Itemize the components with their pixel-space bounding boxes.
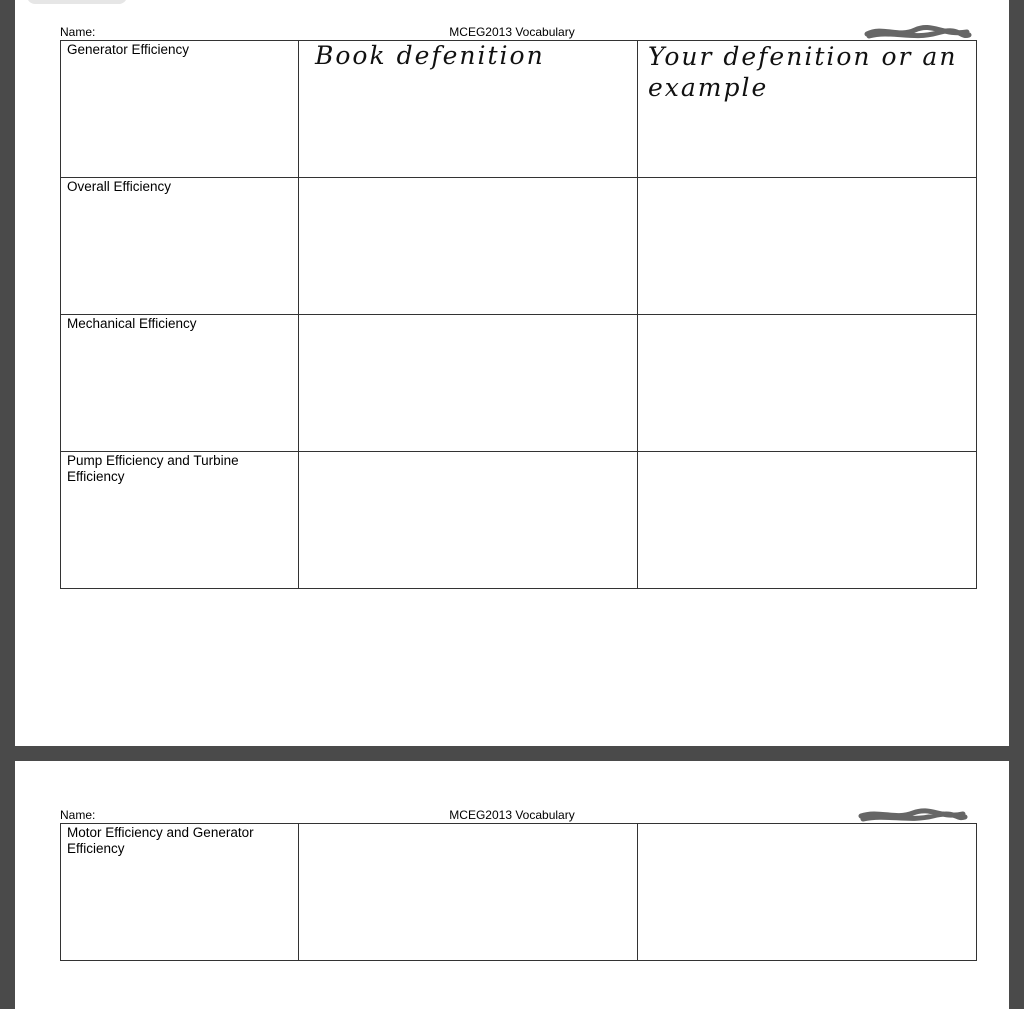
name-label: Name: (60, 25, 96, 39)
term-cell: Mechanical Efficiency (61, 315, 299, 452)
table-row (61, 824, 977, 961)
your-definition-cell[interactable] (638, 824, 977, 961)
vocabulary-table (60, 40, 977, 589)
your-definition-cell[interactable] (638, 41, 977, 178)
vocabulary-table (60, 823, 977, 961)
document-page-2 (15, 761, 1009, 1009)
book-definition-cell[interactable] (299, 824, 638, 961)
handwritten-your-definition: Your defenition or an example (648, 42, 958, 102)
book-definition-cell[interactable] (299, 452, 638, 589)
table-row (61, 315, 977, 452)
table-row (61, 178, 977, 315)
table-row (61, 41, 977, 178)
term-cell: Overall Efficiency (61, 178, 299, 315)
document-page-1 (15, 0, 1009, 746)
term-cell: Generator Efficiency (61, 41, 299, 178)
name-label: Name: (60, 808, 96, 822)
book-definition-cell[interactable] (299, 178, 638, 315)
viewer-tab-stub (27, 0, 127, 4)
handwritten-book-definition: Book defenition (315, 41, 545, 70)
your-definition-cell[interactable] (638, 315, 977, 452)
your-definition-cell[interactable] (638, 452, 977, 589)
book-definition-cell[interactable] (299, 315, 638, 452)
term-cell: Pump Efficiency and Turbine Efficiency (61, 452, 299, 589)
book-definition-cell[interactable] (299, 41, 638, 178)
term-cell: Motor Efficiency and Generator Efficiency (61, 824, 299, 961)
worksheet-title: MCEG2013 Vocabulary (449, 25, 575, 39)
your-definition-cell[interactable] (638, 178, 977, 315)
table-row (61, 452, 977, 589)
worksheet-title: MCEG2013 Vocabulary (449, 808, 575, 822)
